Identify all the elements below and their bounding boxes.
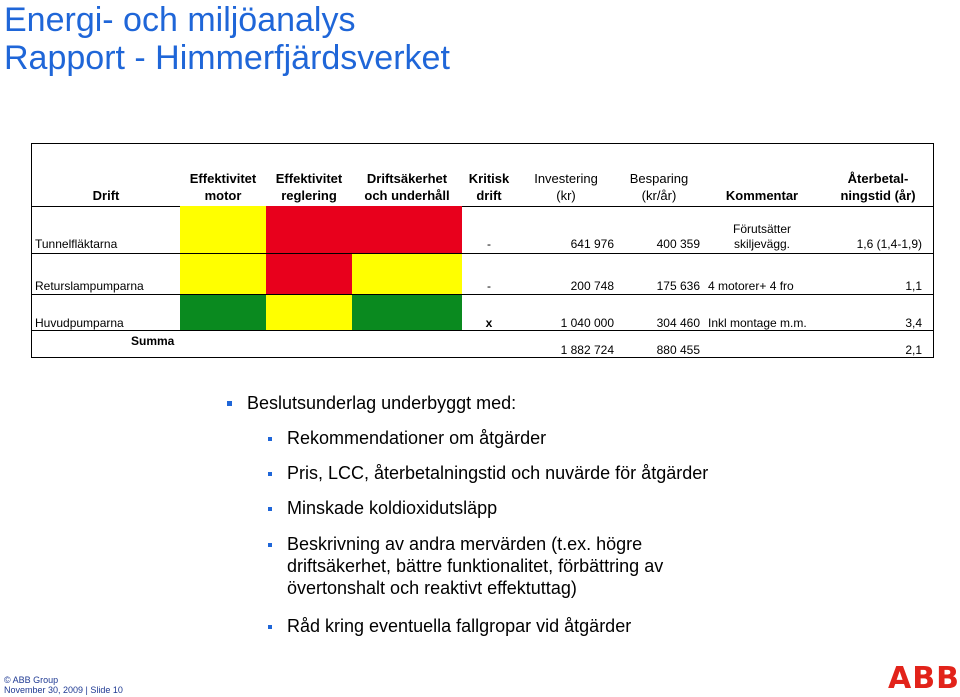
header-aterbetal: Återbetal- ningstid (år) [840,171,916,203]
row-investering: 641 976 [570,237,614,251]
header-eff-reglering: Effektivitet reglering [275,171,343,203]
bullet-square-icon [268,625,272,629]
header-besparing: Besparing (kr/år) [629,171,689,203]
row-aterbetal: 1,6 (1,4-1,9) [856,237,922,251]
summa-besparing: 880 455 [656,343,700,357]
header-kommentar: Kommentar [725,188,799,203]
rating-r2-reglering [266,254,352,294]
row-kommentar: 4 motorer+ 4 fro [708,279,794,293]
row-kritisk: - [487,279,491,293]
row-kommentar: Förutsätter skiljevägg. [732,222,792,251]
bullet-item: Råd kring eventuella fallgropar vid åtgärder [287,616,632,636]
summa-investering: 1 882 724 [560,343,614,357]
rating-r2-motor [180,254,266,294]
bullet-item: Rekommendationer om åtgärder [287,428,547,448]
bullet-item: Beskrivning av andra mervärden (t.ex. högre driftsäkerhet, bättre funktionalitet, förbättring av övertonshalt och reaktivt effektuttag) [287,534,664,598]
bullet-item: Minskade koldioxidutsläpp [287,498,498,518]
rating-r3-driftsakerhet [352,295,462,330]
header-driftsakerhet: Driftsäkerhet och underhåll [364,171,450,203]
row-aterbetal: 3,4 [905,316,922,330]
bullet-square-icon [227,401,232,406]
analysis-table [31,143,934,358]
row-besparing: 175 636 [656,279,700,293]
bullet-main: Beslutsunderlag underbyggt med: [247,393,517,413]
row-investering: 200 748 [570,279,614,293]
header-drift: Drift [92,188,120,203]
row-divider [32,253,933,254]
summa-label: Summa [131,334,175,348]
row-name: Huvudpumparna [35,316,124,330]
rating-r1-driftsakerhet [352,206,462,253]
rating-r1-motor [180,206,266,253]
row-besparing: 304 460 [656,316,700,330]
footer-date-slide: November 30, 2009 | Slide 10 [4,685,123,695]
bullet-square-icon [268,437,272,441]
page-title-line2: Rapport - Himmerfjärdsverket [4,39,450,77]
summa-aterbetal: 2,1 [905,343,922,357]
rating-r3-motor [180,295,266,330]
bullet-square-icon [268,472,272,476]
header-kritisk: Kritisk drift [468,171,510,203]
row-kritisk: x [485,316,493,330]
row-divider [32,206,933,207]
abb-logo: ABB [888,661,960,696]
page-title-line1: Energi- och miljöanalys [4,1,356,39]
header-eff-motor: Effektivitet motor [189,171,257,203]
row-kommentar: Inkl montage m.m. [708,316,807,330]
row-name: Returslampumparna [35,279,144,293]
row-besparing: 400 359 [656,237,700,251]
rating-r3-reglering [266,295,352,330]
bullet-item: Pris, LCC, återbetalningstid och nuvärde för åtgärder [287,463,709,483]
bullet-square-icon [268,543,272,547]
row-name: Tunnelfläktarna [35,237,118,251]
footer-copyright: © ABB Group [4,675,59,685]
bullet-square-icon [268,507,272,511]
header-investering: Investering (kr) [534,171,598,203]
rating-r2-driftsakerhet [352,254,462,294]
row-divider [32,294,933,295]
row-kritisk: - [487,237,491,251]
row-investering: 1 040 000 [560,316,614,330]
rating-r1-reglering [266,206,352,253]
row-aterbetal: 1,1 [905,279,922,293]
